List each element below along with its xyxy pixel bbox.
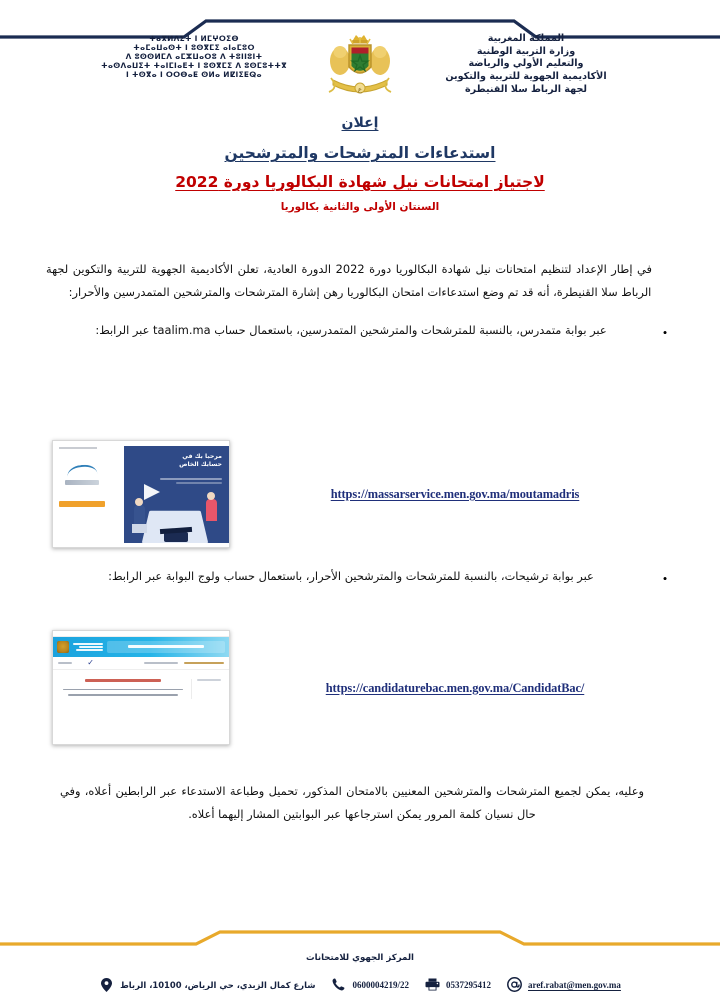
header-arabic-line-5: لجهة الرباط سلا القنيطرة [464,83,588,95]
massar-logo-swoosh [67,463,98,477]
bullet-marker: • [662,571,668,586]
candidatbac-ministry-text [73,643,103,651]
title-line-1: استدعاءات المترشحات والمترشحين [224,144,496,162]
header-tifinagh-block [69,30,319,79]
massar-top-divider [59,447,97,449]
massar-welcome-text: مرحبا بك في حسابك الخاص [179,453,222,469]
bullet-text-after: عبر الرابط: [95,322,150,337]
candidaturebac-link[interactable]: https://candidaturebac.men.gov.ma/CandidatBac/ [325,680,585,695]
massar-moutamadris-link[interactable]: https://massarservice.men.gov.ma/moutamadris [330,487,580,501]
announcement-heading: إعلان [341,115,379,131]
link-slot-candidatbac [236,679,674,697]
bullet-wrap-candidatbac [46,565,674,591]
header-tifinagh-line-4: ⵜⴰⵙⴷⴰⵡⵉⵜ ⵜⴰⵏⵎⵏⴰⴹⵜ ⵏ ⵓⵙⴳⵎⵉ ⴷ ⵓⵙⵎⵓⵜⵜⴳ [101,61,287,71]
graduation-cap-icon [164,532,188,542]
candidatbac-notice-line-1 [63,689,182,691]
contact-address [99,977,315,992]
candidatbac-nav-row [53,657,229,670]
contact-phone-text: 0600004219/22 [352,979,409,990]
contact-fax-text: 0537295412 [445,979,491,990]
email-at-icon [507,977,522,992]
intro-paragraph: في إطار الإعداد لتنظيم امتحانات نيل شهادة البكالوريا دورة 2022 الدورة العادية، تعلن الأكاديمية الجهوية للتربية والتكوين لجهة الرباط سلا القنيطرة، أنه قد تم وضع استدعاءات امتحان البكالوريا رهن إشارة المترشحات والمترشحين المتمدرسين والأحرار: [46,262,652,300]
massar-logo-wordmark [65,480,99,485]
document-body [46,258,674,345]
bullet-marker: • [662,324,668,340]
candidatbac-banner-title [107,641,225,653]
paper-plane-icon [144,484,160,500]
student-figure-right [206,499,217,521]
candidatbac-notice-block [61,679,185,699]
checkmark-icon: ✓ [87,658,94,667]
contact-email-text[interactable]: aref.rabat@men.gov.ma [527,979,621,990]
screenshot-slot-candidatbac [46,630,236,745]
candidatbac-header-banner [53,637,229,657]
candidatbac-nav-item-1[interactable] [58,662,72,664]
footer-center-label: المركز الجهوي للامتحانات [305,953,414,963]
link-slot-moutamadris [236,485,674,503]
title-line-2: لاجتياز امتحانات نيل شهادة البكالوريا دورة 2022 [175,173,545,191]
contact-email [507,977,621,992]
bullet-item-candidatbac [46,565,674,591]
fax-printer-icon [425,977,440,992]
header-arabic-line-1: المملكة المغربية [487,33,565,44]
moroccan-coat-of-arms-icon [323,30,397,108]
candidatbac-nav-item-3[interactable] [184,662,224,664]
candidatbac-side-panel [191,679,221,699]
location-pin-icon [99,977,114,992]
candidatbac-content-area [53,670,229,708]
contact-address-text: شارع كمال الزبدي، حي الرياض، 10100، الرباط [120,979,316,990]
contact-fax [425,977,491,992]
header-tifinagh-line-3: ⴷ ⵓⵙⵙⵍⵎⴷ ⴰⵎⵣⵡⴰⵔⵓ ⴷ ⵜⵓⵏⵏⵓⵏⵜ [125,52,263,62]
closing-wrap [60,780,664,827]
contact-phone [331,977,409,992]
title-line-3: السنتان الأولى والثانية بكالوريا [280,201,440,213]
title-block [0,115,720,213]
candidatbac-notice-heading [85,679,162,682]
footer-contacts [0,977,720,992]
candidatbac-notice-line-2 [68,694,177,696]
massar-hero-area [117,441,229,547]
bullet-item-moutamadris [46,319,674,345]
massar-subtitle-bar-2 [176,482,222,484]
candidatbac-crest-icon [57,641,69,653]
asset-row-candidatbac [46,630,674,745]
bullet-text-moutamadris [46,319,656,345]
header-arabic-line-3: والتعليم الأولي والرياضة [468,58,584,70]
candidatbac-nav-item-2[interactable] [144,662,178,664]
student-figure-left [134,505,145,525]
massar-logo-icon [59,463,99,485]
massar-login-button[interactable] [59,501,105,507]
asset-row-moutamadris [46,440,674,548]
header-arabic-block [401,30,651,96]
svg-text:ع: ع [357,85,363,94]
candidatbac-side-line [197,679,221,681]
header-tifinagh-line-2: ⵜⴰⵎⴰⵡⴰⵙⵜ ⵏ ⵓⵙⴳⵎⵉ ⴰⵏⴰⵎⵓⵔ [133,43,255,53]
massar-moutamadris-login-screenshot [52,440,230,548]
massar-login-panel [53,441,117,547]
bullet-text-before: عبر بوابة متمدرس، بالنسبة للمترشحات والمترشحين المتمدرسين، باستعمال حساب [214,322,607,337]
document-header [0,30,720,112]
phone-icon [331,977,346,992]
closing-paragraph: وعليه، يمكن لجميع المترشحات والمترشحين المعنيين بالامتحان المذكور، تحميل وطباعة الاستدعاء عبر الرابطين أعلاه، وفي حال نسيان كلمة المرور يمكن استرجاعها عبر البوابتين المشار إليهما أعلاه. [60,784,644,822]
screenshot-slot-moutamadris [46,440,236,548]
footer-decorative-rule [0,928,720,948]
header-tifinagh-line-1: ⵜⴰⴳⵍⴷⵉⵜ ⵏ ⵍⵎⵖⵔⵉⴱ [149,34,239,43]
massar-subtitle-bar-1 [160,478,222,480]
candidaturebac-portal-screenshot [52,630,230,745]
taalim-domain-text: taalim.ma [153,322,211,337]
bullet-text-candidatbac: عبر بوابة ترشيحات، بالنسبة للمترشحات والمترشحين الأحرار، باستعمال حساب ولوج البوابة عبر الرابط: [108,569,594,583]
header-arabic-line-4: الأكاديمية الجهوية للتربية والتكوين [445,70,607,82]
header-arabic-line-2: وزارة التربية الوطنية [476,45,576,57]
header-tifinagh-line-5: ⵏ ⵜⵙⴳⴰ ⵏ ⵔⵔⴱⴰⵟ ⵙⵍⴰ ⵍⵇⵏⵉⵟⵕⴰ [126,70,262,80]
massar-hero-illustration [124,446,229,543]
